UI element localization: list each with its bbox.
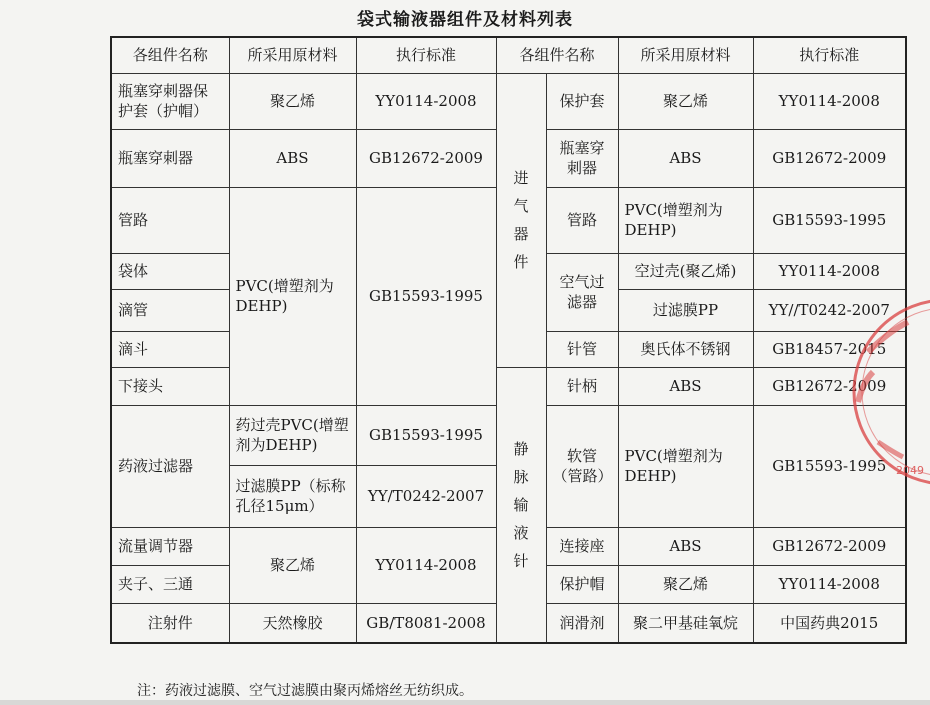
material: 天然橡胶 — [229, 603, 356, 643]
standard: GB15593-1995 — [356, 405, 496, 465]
material: PVC(增塑剂为DEHP) — [618, 187, 753, 253]
header-standard: 执行标准 — [356, 37, 496, 73]
component-name: 注射件 — [111, 603, 229, 643]
standard: GB/T8081-2008 — [356, 603, 496, 643]
inlet-group-label: 进 气 器 件 — [496, 73, 546, 367]
material: ABS — [618, 527, 753, 565]
standard: GB15593-1995 — [356, 187, 496, 405]
component-name: 管路 — [111, 187, 229, 253]
component-table-wrapper — [110, 36, 905, 670]
component-name: 软管（管路） — [546, 405, 618, 527]
header-name: 各组件名称 — [111, 37, 229, 73]
material: ABS — [618, 367, 753, 405]
component-name: 润滑剂 — [546, 603, 618, 643]
component-name: 瓶塞穿刺器保护套（护帽） — [111, 73, 229, 129]
standard: YY//T0242-2007 — [753, 289, 906, 331]
material: 过滤膜PP — [618, 289, 753, 331]
component-name: 滴斗 — [111, 331, 229, 367]
page-title: 袋式输液器组件及材料列表 — [357, 10, 573, 30]
material: 空过壳(聚乙烯) — [618, 253, 753, 289]
material: 聚乙烯 — [618, 565, 753, 603]
component-name: 滴管 — [111, 289, 229, 331]
material: PVC(增塑剂为DEHP) — [618, 405, 753, 527]
material: 奥氏体不锈钢 — [618, 331, 753, 367]
standard: YY0114-2008 — [356, 527, 496, 603]
red-seal-stamp-icon — [848, 292, 930, 492]
component-name: 下接头 — [111, 367, 229, 405]
component-name: 空气过滤器 — [546, 253, 618, 331]
component-name: 保护帽 — [546, 565, 618, 603]
header-name-right: 各组件名称 — [496, 37, 618, 73]
component-name: 瓶塞穿刺器 — [546, 129, 618, 187]
standard: YY0114-2008 — [753, 253, 906, 289]
component-name: 药液过滤器 — [111, 405, 229, 527]
standard: GB12672-2009 — [356, 129, 496, 187]
component-name: 袋体 — [111, 253, 229, 289]
component-name: 连接座 — [546, 527, 618, 565]
standard: GB12672-2009 — [753, 527, 906, 565]
header-row — [111, 37, 906, 73]
standard: GB12672-2009 — [753, 367, 906, 405]
component-name: 针管 — [546, 331, 618, 367]
table-row — [111, 73, 906, 129]
standard: YY0114-2008 — [356, 73, 496, 129]
bottom-edge — [0, 700, 930, 705]
material: PVC(增塑剂为DEHP) — [229, 187, 356, 405]
standard: YY0114-2008 — [753, 73, 906, 129]
material: 药过壳PVC(增塑剂为DEHP) — [229, 405, 356, 465]
material: 聚乙烯 — [229, 527, 356, 603]
component-name: 瓶塞穿刺器 — [111, 129, 229, 187]
standard: GB15593-1995 — [753, 405, 906, 527]
material: 聚二甲基硅氧烷 — [618, 603, 753, 643]
material: ABS — [229, 129, 356, 187]
footnote: 注：药液过滤膜、空气过滤膜由聚丙烯熔丝无纺织成。 — [137, 683, 473, 699]
header-standard-right: 执行标准 — [753, 37, 906, 73]
material: ABS — [618, 129, 753, 187]
material: 过滤膜PP（标称孔径15μm） — [229, 465, 356, 527]
component-table — [110, 36, 907, 644]
component-name: 夹子、三通 — [111, 565, 229, 603]
standard: YY0114-2008 — [753, 565, 906, 603]
component-name: 流量调节器 — [111, 527, 229, 565]
header-material: 所采用原材料 — [229, 37, 356, 73]
standard: YY/T0242-2007 — [356, 465, 496, 527]
standard: GB18457-2015 — [753, 331, 906, 367]
standard: 中国药典2015 — [753, 603, 906, 643]
svg-text:2049: 2049 — [896, 464, 924, 477]
needle-group-label: 静 脉 输 液 针 — [496, 367, 546, 643]
header-material-right: 所采用原材料 — [618, 37, 753, 73]
material: 聚乙烯 — [229, 73, 356, 129]
material: 聚乙烯 — [618, 73, 753, 129]
component-name: 管路 — [546, 187, 618, 253]
component-name: 针柄 — [546, 367, 618, 405]
component-name: 保护套 — [546, 73, 618, 129]
standard: GB12672-2009 — [753, 129, 906, 187]
standard: GB15593-1995 — [753, 187, 906, 253]
